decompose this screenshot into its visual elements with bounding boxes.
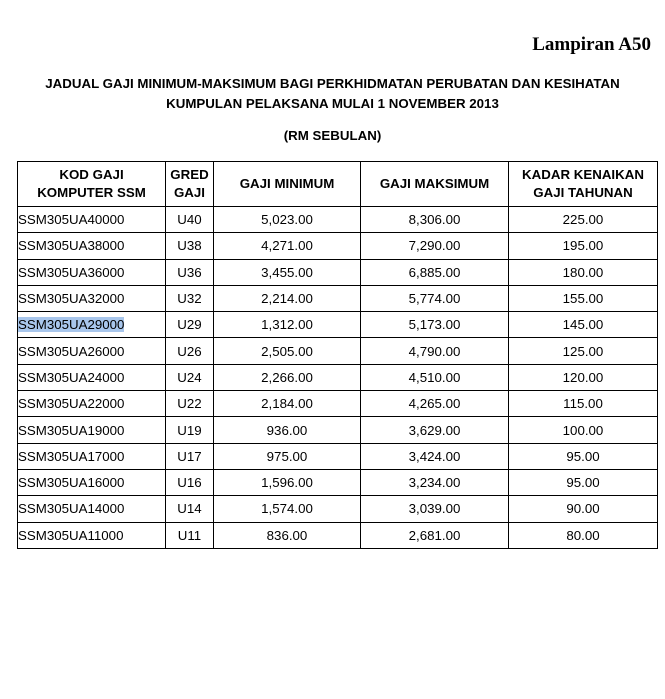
header-annual-increment: KADAR KENAIKAN GAJI TAHUNAN xyxy=(509,162,658,207)
min-salary-cell-text[interactable]: 2,184.00 xyxy=(261,396,313,412)
max-salary-cell xyxy=(361,391,509,417)
grade-cell xyxy=(166,285,214,311)
title-line-1: JADUAL GAJI MINIMUM-MAKSIMUM BAGI PERKHIDMATAN PERUBATAN DAN KESIHATAN xyxy=(45,76,620,91)
salary-code-cell xyxy=(18,207,166,233)
min-salary-cell-text[interactable]: 1,596.00 xyxy=(261,475,313,491)
grade-cell xyxy=(166,312,214,338)
grade-cell xyxy=(166,469,214,495)
annual-increment-cell-text[interactable]: 95.00 xyxy=(566,475,600,491)
min-salary-cell xyxy=(214,259,361,285)
grade-cell-text[interactable]: U40 xyxy=(177,212,202,228)
grade-cell-text[interactable]: U17 xyxy=(177,448,202,464)
min-salary-cell xyxy=(214,417,361,443)
max-salary-cell xyxy=(361,259,509,285)
salary-table xyxy=(17,161,658,549)
min-salary-cell-text[interactable]: 5,023.00 xyxy=(261,212,313,228)
salary-code-cell-text[interactable]: SSM305UA11000 xyxy=(18,527,124,543)
salary-code-cell xyxy=(18,443,166,469)
salary-code-cell xyxy=(18,259,166,285)
min-salary-cell xyxy=(214,391,361,417)
grade-cell-text[interactable]: U24 xyxy=(177,369,202,385)
table-row xyxy=(18,364,658,390)
grade-cell xyxy=(166,443,214,469)
max-salary-cell-text[interactable]: 4,510.00 xyxy=(408,369,461,385)
annual-increment-cell xyxy=(509,391,658,417)
salary-code-cell-text[interactable]: SSM305UA19000 xyxy=(18,422,125,438)
table-row xyxy=(18,443,658,469)
grade-cell-text[interactable]: U11 xyxy=(177,527,202,543)
annual-increment-cell-text[interactable]: 90.00 xyxy=(566,501,600,517)
annual-increment-cell xyxy=(509,364,658,390)
grade-cell xyxy=(166,259,214,285)
min-salary-cell xyxy=(214,496,361,522)
max-salary-cell-text[interactable]: 3,424.00 xyxy=(408,448,461,464)
annual-increment-cell xyxy=(509,233,658,259)
min-salary-cell-text[interactable]: 1,574.00 xyxy=(261,501,313,517)
max-salary-cell-text[interactable]: 4,265.00 xyxy=(408,396,461,412)
salary-code-cell-text[interactable]: SSM305UA17000 xyxy=(18,448,125,464)
salary-code-cell-text[interactable]: SSM305UA29000 xyxy=(18,317,125,333)
max-salary-cell-text[interactable]: 6,885.00 xyxy=(408,264,461,280)
min-salary-cell-text[interactable]: 836.00 xyxy=(266,527,308,543)
salary-code-cell xyxy=(18,496,166,522)
annual-increment-cell-text[interactable]: 95.00 xyxy=(566,448,600,464)
max-salary-cell xyxy=(361,469,509,495)
grade-cell xyxy=(166,417,214,443)
max-salary-cell-text[interactable]: 3,039.00 xyxy=(408,501,461,517)
grade-cell-text[interactable]: U38 xyxy=(177,238,202,254)
annual-increment-cell xyxy=(509,338,658,364)
table-row xyxy=(18,522,658,548)
salary-code-cell-text[interactable]: SSM305UA26000 xyxy=(18,343,125,359)
grade-cell xyxy=(166,391,214,417)
grade-cell xyxy=(166,364,214,390)
grade-cell-text[interactable]: U16 xyxy=(177,475,202,491)
annual-increment-cell-text[interactable]: 195.00 xyxy=(562,238,604,254)
max-salary-cell xyxy=(361,285,509,311)
min-salary-cell xyxy=(214,522,361,548)
table-row xyxy=(18,312,658,338)
table-row xyxy=(18,207,658,233)
salary-code-cell xyxy=(18,522,166,548)
min-salary-cell xyxy=(214,364,361,390)
min-salary-cell xyxy=(214,443,361,469)
salary-code-cell xyxy=(18,469,166,495)
header-salary-code: KOD GAJI KOMPUTER SSM xyxy=(18,162,166,207)
salary-code-cell-text[interactable]: SSM305UA24000 xyxy=(18,369,125,385)
max-salary-cell-text[interactable]: 5,774.00 xyxy=(408,291,461,307)
table-row xyxy=(18,417,658,443)
annual-increment-cell xyxy=(509,496,658,522)
salary-code-cell xyxy=(18,417,166,443)
table-row xyxy=(18,233,658,259)
salary-code-cell xyxy=(18,391,166,417)
min-salary-cell xyxy=(214,285,361,311)
header-min-salary: GAJI MINIMUM xyxy=(214,162,361,207)
annual-increment-cell xyxy=(509,469,658,495)
min-salary-cell-text[interactable]: 3,455.00 xyxy=(261,264,313,280)
table-row xyxy=(18,338,658,364)
min-salary-cell-text[interactable]: 975.00 xyxy=(266,448,308,464)
grade-cell-text[interactable]: U36 xyxy=(177,264,202,280)
annual-increment-cell xyxy=(509,443,658,469)
max-salary-cell-text[interactable]: 4,790.00 xyxy=(408,343,461,359)
table-body xyxy=(18,207,658,549)
max-salary-cell xyxy=(361,364,509,390)
annual-increment-cell xyxy=(509,312,658,338)
min-salary-cell-text[interactable]: 2,505.00 xyxy=(261,343,313,359)
header-max-salary: GAJI MAKSIMUM xyxy=(361,162,509,207)
salary-code-cell-text[interactable]: SSM305UA14000 xyxy=(18,501,125,517)
salary-code-cell-text[interactable]: SSM305UA36000 xyxy=(18,264,125,280)
grade-cell-text[interactable]: U14 xyxy=(177,501,202,517)
grade-cell-text[interactable]: U32 xyxy=(177,291,202,307)
document-title xyxy=(0,74,665,114)
min-salary-cell-text[interactable]: 4,271.00 xyxy=(261,238,313,254)
salary-code-cell-text[interactable]: SSM305UA38000 xyxy=(18,238,125,254)
max-salary-cell xyxy=(361,338,509,364)
grade-cell-text[interactable]: U29 xyxy=(177,317,202,333)
salary-code-cell xyxy=(18,338,166,364)
annual-increment-cell-text[interactable]: 120.00 xyxy=(562,369,604,385)
salary-code-cell-text[interactable]: SSM305UA22000 xyxy=(18,396,125,412)
max-salary-cell xyxy=(361,312,509,338)
annual-increment-cell xyxy=(509,207,658,233)
table-row xyxy=(18,496,658,522)
annual-increment-cell-text[interactable]: 125.00 xyxy=(562,343,604,359)
min-salary-cell-text[interactable]: 2,266.00 xyxy=(261,369,313,385)
min-salary-cell xyxy=(214,207,361,233)
annex-label: Lampiran A50 xyxy=(532,34,651,55)
grade-cell-text[interactable]: U22 xyxy=(177,396,202,412)
min-salary-cell xyxy=(214,338,361,364)
annual-increment-cell-text[interactable]: 155.00 xyxy=(562,291,604,307)
table-row xyxy=(18,285,658,311)
annual-increment-cell-text[interactable]: 115.00 xyxy=(563,396,603,412)
max-salary-cell xyxy=(361,233,509,259)
salary-code-cell xyxy=(18,233,166,259)
grade-cell-text[interactable]: U19 xyxy=(177,422,202,438)
min-salary-cell xyxy=(214,469,361,495)
salary-code-cell-text[interactable]: SSM305UA40000 xyxy=(18,212,125,228)
min-salary-cell xyxy=(214,312,361,338)
salary-code-cell xyxy=(18,312,166,338)
min-salary-cell-text[interactable]: 1,312.00 xyxy=(261,317,313,333)
max-salary-cell xyxy=(361,522,509,548)
grade-cell xyxy=(166,338,214,364)
grade-cell xyxy=(166,522,214,548)
table-row xyxy=(18,391,658,417)
min-salary-cell-text[interactable]: 936.00 xyxy=(266,422,308,438)
salary-code-cell xyxy=(18,285,166,311)
annual-increment-cell-text[interactable]: 145.00 xyxy=(562,317,604,333)
annual-increment-cell-text[interactable]: 100.00 xyxy=(562,422,604,438)
annual-increment-cell-text[interactable]: 225.00 xyxy=(562,212,604,228)
max-salary-cell xyxy=(361,207,509,233)
max-salary-cell-text[interactable]: 2,681.00 xyxy=(408,527,461,543)
title-line-2: KUMPULAN PELAKSANA MULAI 1 NOVEMBER 2013 xyxy=(166,96,499,111)
annual-increment-cell-text[interactable]: 180.00 xyxy=(562,264,604,280)
max-salary-cell-text[interactable]: 3,234.00 xyxy=(408,475,461,491)
annual-increment-cell xyxy=(509,285,658,311)
max-salary-cell-text[interactable]: 8,306.00 xyxy=(408,212,461,228)
annual-increment-cell xyxy=(509,417,658,443)
salary-code-cell xyxy=(18,364,166,390)
salary-code-cell-text[interactable]: SSM305UA32000 xyxy=(18,291,125,307)
max-salary-cell-text[interactable]: 7,290.00 xyxy=(408,238,461,254)
max-salary-cell xyxy=(361,417,509,443)
currency-note: (RM SEBULAN) xyxy=(283,128,382,143)
max-salary-cell xyxy=(361,443,509,469)
max-salary-cell xyxy=(361,496,509,522)
min-salary-cell xyxy=(214,233,361,259)
annual-increment-cell-text[interactable]: 80.00 xyxy=(566,527,600,543)
annual-increment-cell xyxy=(509,522,658,548)
min-salary-cell-text[interactable]: 2,214.00 xyxy=(261,291,313,307)
grade-cell xyxy=(166,233,214,259)
grade-cell xyxy=(166,207,214,233)
table-header-row xyxy=(18,162,658,207)
grade-cell xyxy=(166,496,214,522)
annual-increment-cell xyxy=(509,259,658,285)
table-row xyxy=(18,259,658,285)
salary-code-cell-text[interactable]: SSM305UA16000 xyxy=(18,475,125,491)
header-grade: GRED GAJI xyxy=(166,162,214,207)
table-row xyxy=(18,469,658,495)
max-salary-cell-text[interactable]: 3,629.00 xyxy=(408,422,461,438)
max-salary-cell-text[interactable]: 5,173.00 xyxy=(408,317,461,333)
grade-cell-text[interactable]: U26 xyxy=(177,343,202,359)
